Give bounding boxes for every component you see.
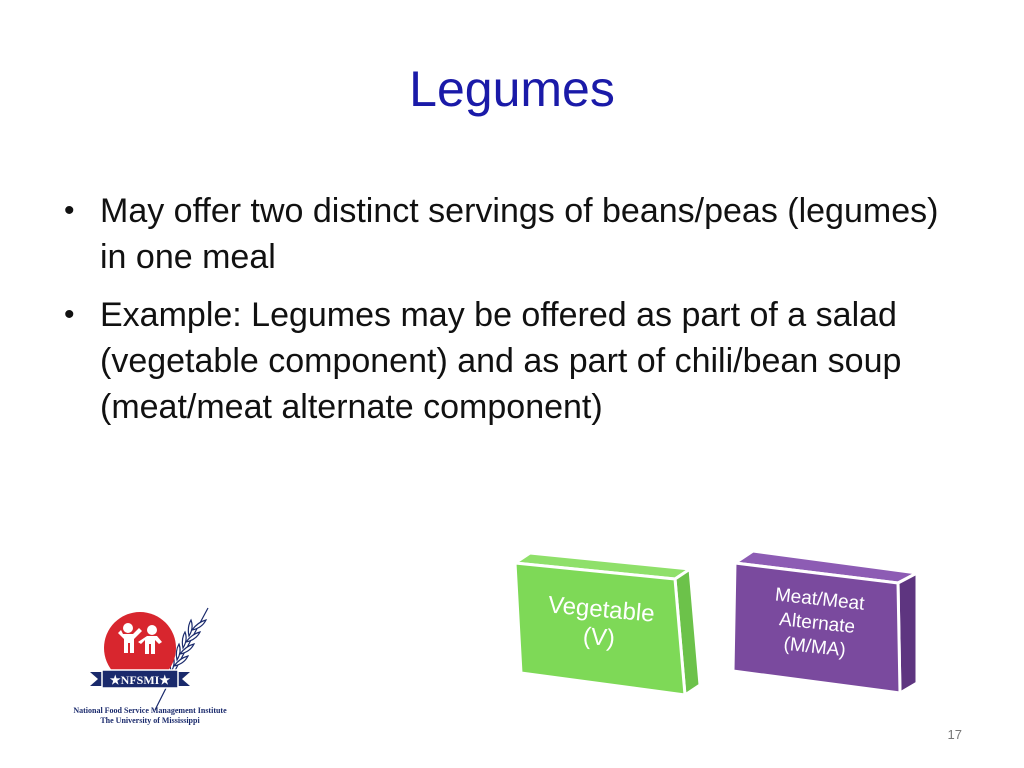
slide-title: Legumes: [409, 61, 615, 117]
meat-alternate-box: [733, 551, 917, 693]
logo-caption-line1: National Food Service Management Institute: [73, 706, 227, 715]
vegetable-label-line2: (V): [581, 622, 617, 653]
meat-label-line1: Meat/Meat: [773, 584, 866, 615]
meat-label-line3: (M/MA): [782, 633, 847, 662]
component-boxes: [505, 545, 930, 710]
logo-badge-text: ★NFSMI★: [109, 673, 171, 687]
meat-label-line2: Alternate: [778, 609, 857, 638]
logo-caption: [50, 706, 250, 726]
bullet-item: [60, 188, 970, 280]
vegetable-box: [515, 553, 700, 695]
bullet-dot-icon: •: [64, 194, 75, 227]
bullet-item: [60, 292, 970, 430]
bullet-dot-icon: •: [64, 298, 75, 331]
bullet-list: [60, 188, 970, 442]
page-number: 17: [947, 727, 962, 742]
bullet-text: May offer two distinct servings of beans/peas (legumes) in one meal: [100, 192, 939, 276]
bullet-text: Example: Legumes may be offered as part of a salad (vegetable component) and as part of chili/bean soup (meat/meat alternate component): [100, 296, 902, 426]
logo-caption-line2: The University of Mississippi: [100, 716, 200, 725]
vegetable-label-line1: Vegetable: [546, 591, 656, 628]
